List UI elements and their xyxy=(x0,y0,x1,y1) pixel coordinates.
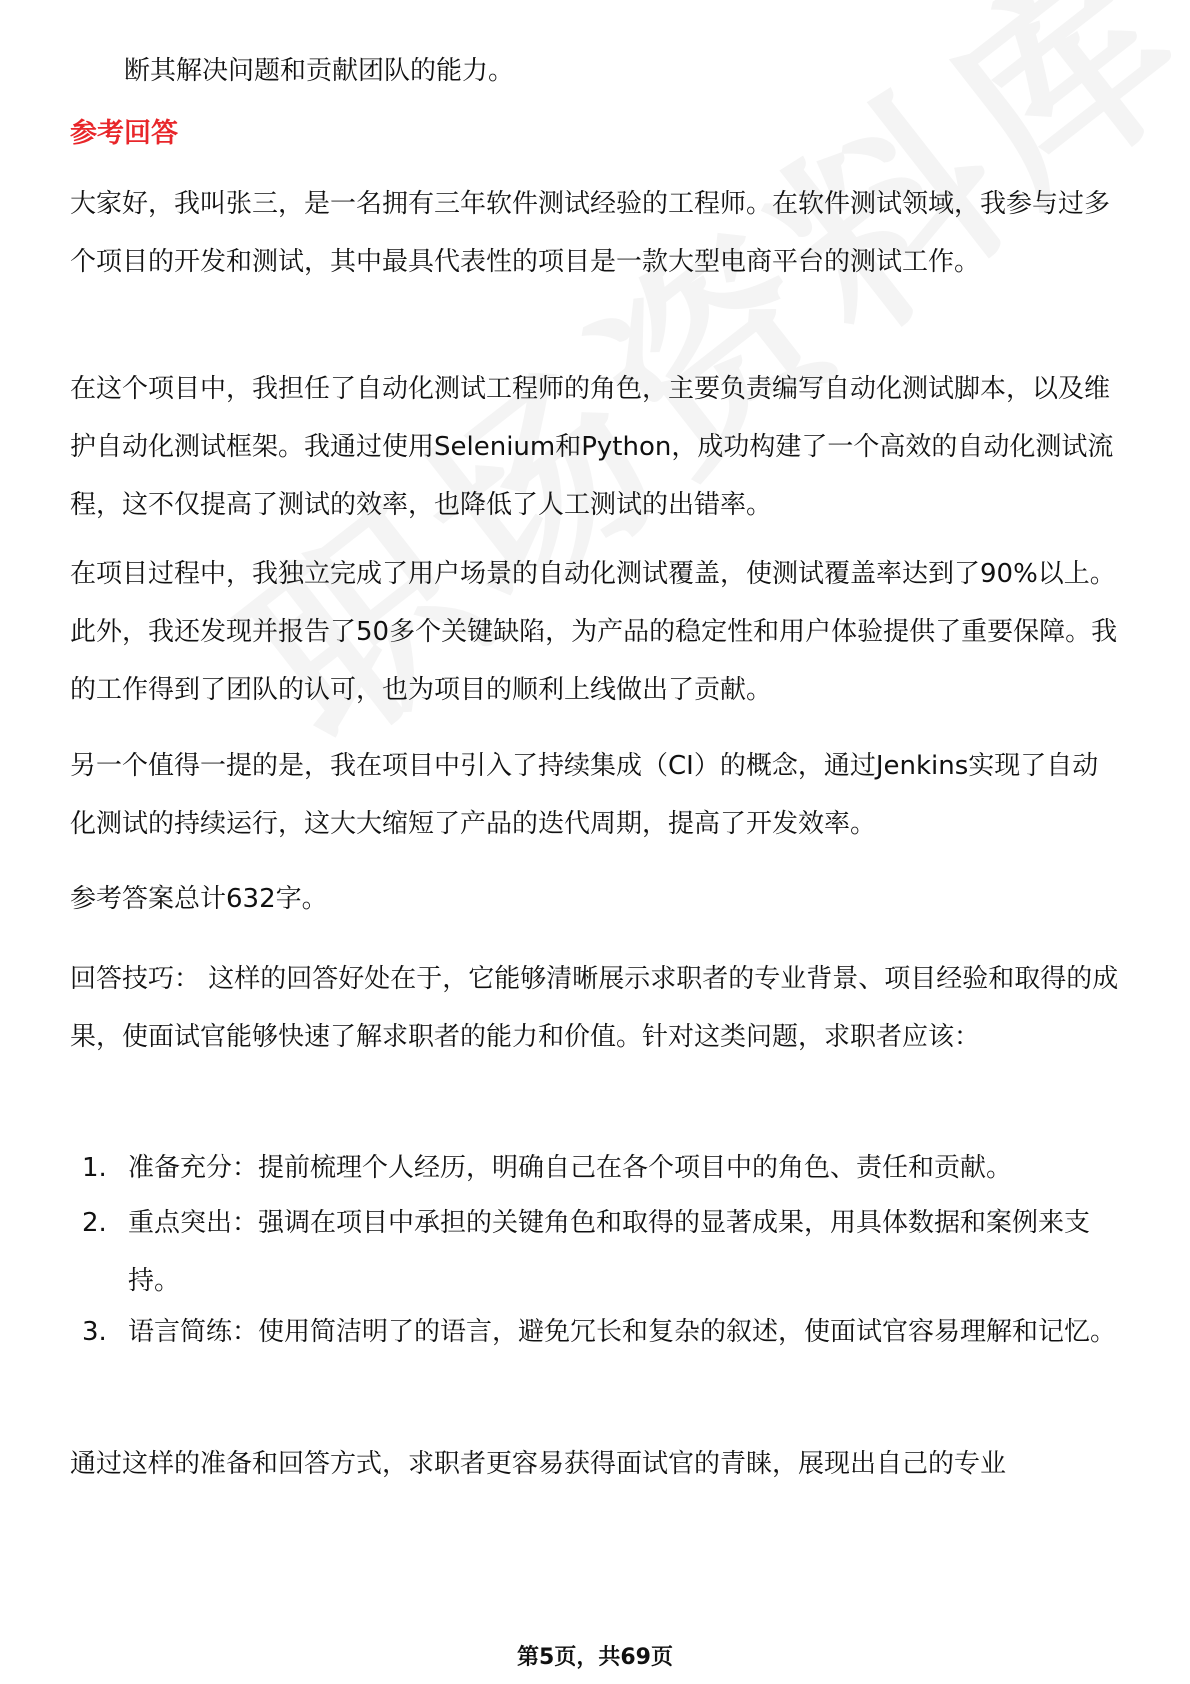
list-item xyxy=(82,1139,1122,1197)
list-item xyxy=(82,1194,1122,1310)
paragraph-ci: 另一个值得一提的是，我在项目中引入了持续集成（CI）的概念，通过Jenkins实现了自动化测试的持续运行，这大大缩短了产品的迭代周期，提高了开发效率。 xyxy=(70,751,1099,839)
list-number: 3. xyxy=(82,1317,107,1347)
paragraph-tips: 回答技巧： 这样的回答好处在于，它能够清晰展示求职者的专业背景、项目经验和取得的成果，使面试官能够快速了解求职者的能力和价值。针对这类问题，求职者应该： xyxy=(70,964,1119,1052)
list-text: 准备充分：提前梳理个人经历，明确自己在各个项目中的角色、责任和贡献。 xyxy=(128,1153,1013,1183)
section-heading: 参考回答 xyxy=(70,118,178,149)
continuation-text: 断其解决问题和贡献团队的能力。 xyxy=(124,56,515,86)
paragraph-achievements: 在项目过程中，我独立完成了用户场景的自动化测试覆盖，使测试覆盖率达到了90%以上。此外，我还发现并报告了50多个关键缺陷，为产品的稳定性和用户体验提供了重要保障。我的工作得到了团队的认可，也为项目的顺利上线做出了贡献。 xyxy=(70,559,1118,705)
paragraph-word-count: 参考答案总计632字。 xyxy=(70,884,328,914)
paragraph-closing: 通过这样的准备和回答方式，求职者更容易获得面试官的青睐，展现出自己的专业 xyxy=(70,1449,1007,1479)
list-number: 2. xyxy=(82,1208,107,1238)
list-item xyxy=(82,1303,1122,1361)
list-number: 1. xyxy=(82,1153,107,1183)
list-text: 重点突出：强调在项目中承担的关键角色和取得的显著成果，用具体数据和案例来支持。 xyxy=(128,1208,1091,1296)
paragraph-intro: 大家好，我叫张三，是一名拥有三年软件测试经验的工程师。在软件测试领域，我参与过多个项目的开发和测试，其中最具代表性的项目是一款大型电商平台的测试工作。 xyxy=(70,189,1111,277)
page-number: 第5页，共69页 xyxy=(517,1645,673,1670)
list-text: 语言简练：使用简洁明了的语言，避免冗长和复杂的叙述，使面试官容易理解和记忆。 xyxy=(128,1317,1117,1347)
paragraph-role: 在这个项目中，我担任了自动化测试工程师的角色，主要负责编写自动化测试脚本，以及维护自动化测试框架。我通过使用Selenium和Python，成功构建了一个高效的自动化测试流程，这不仅提高了测试的效率，也降低了人工测试的出错率。 xyxy=(70,374,1114,520)
